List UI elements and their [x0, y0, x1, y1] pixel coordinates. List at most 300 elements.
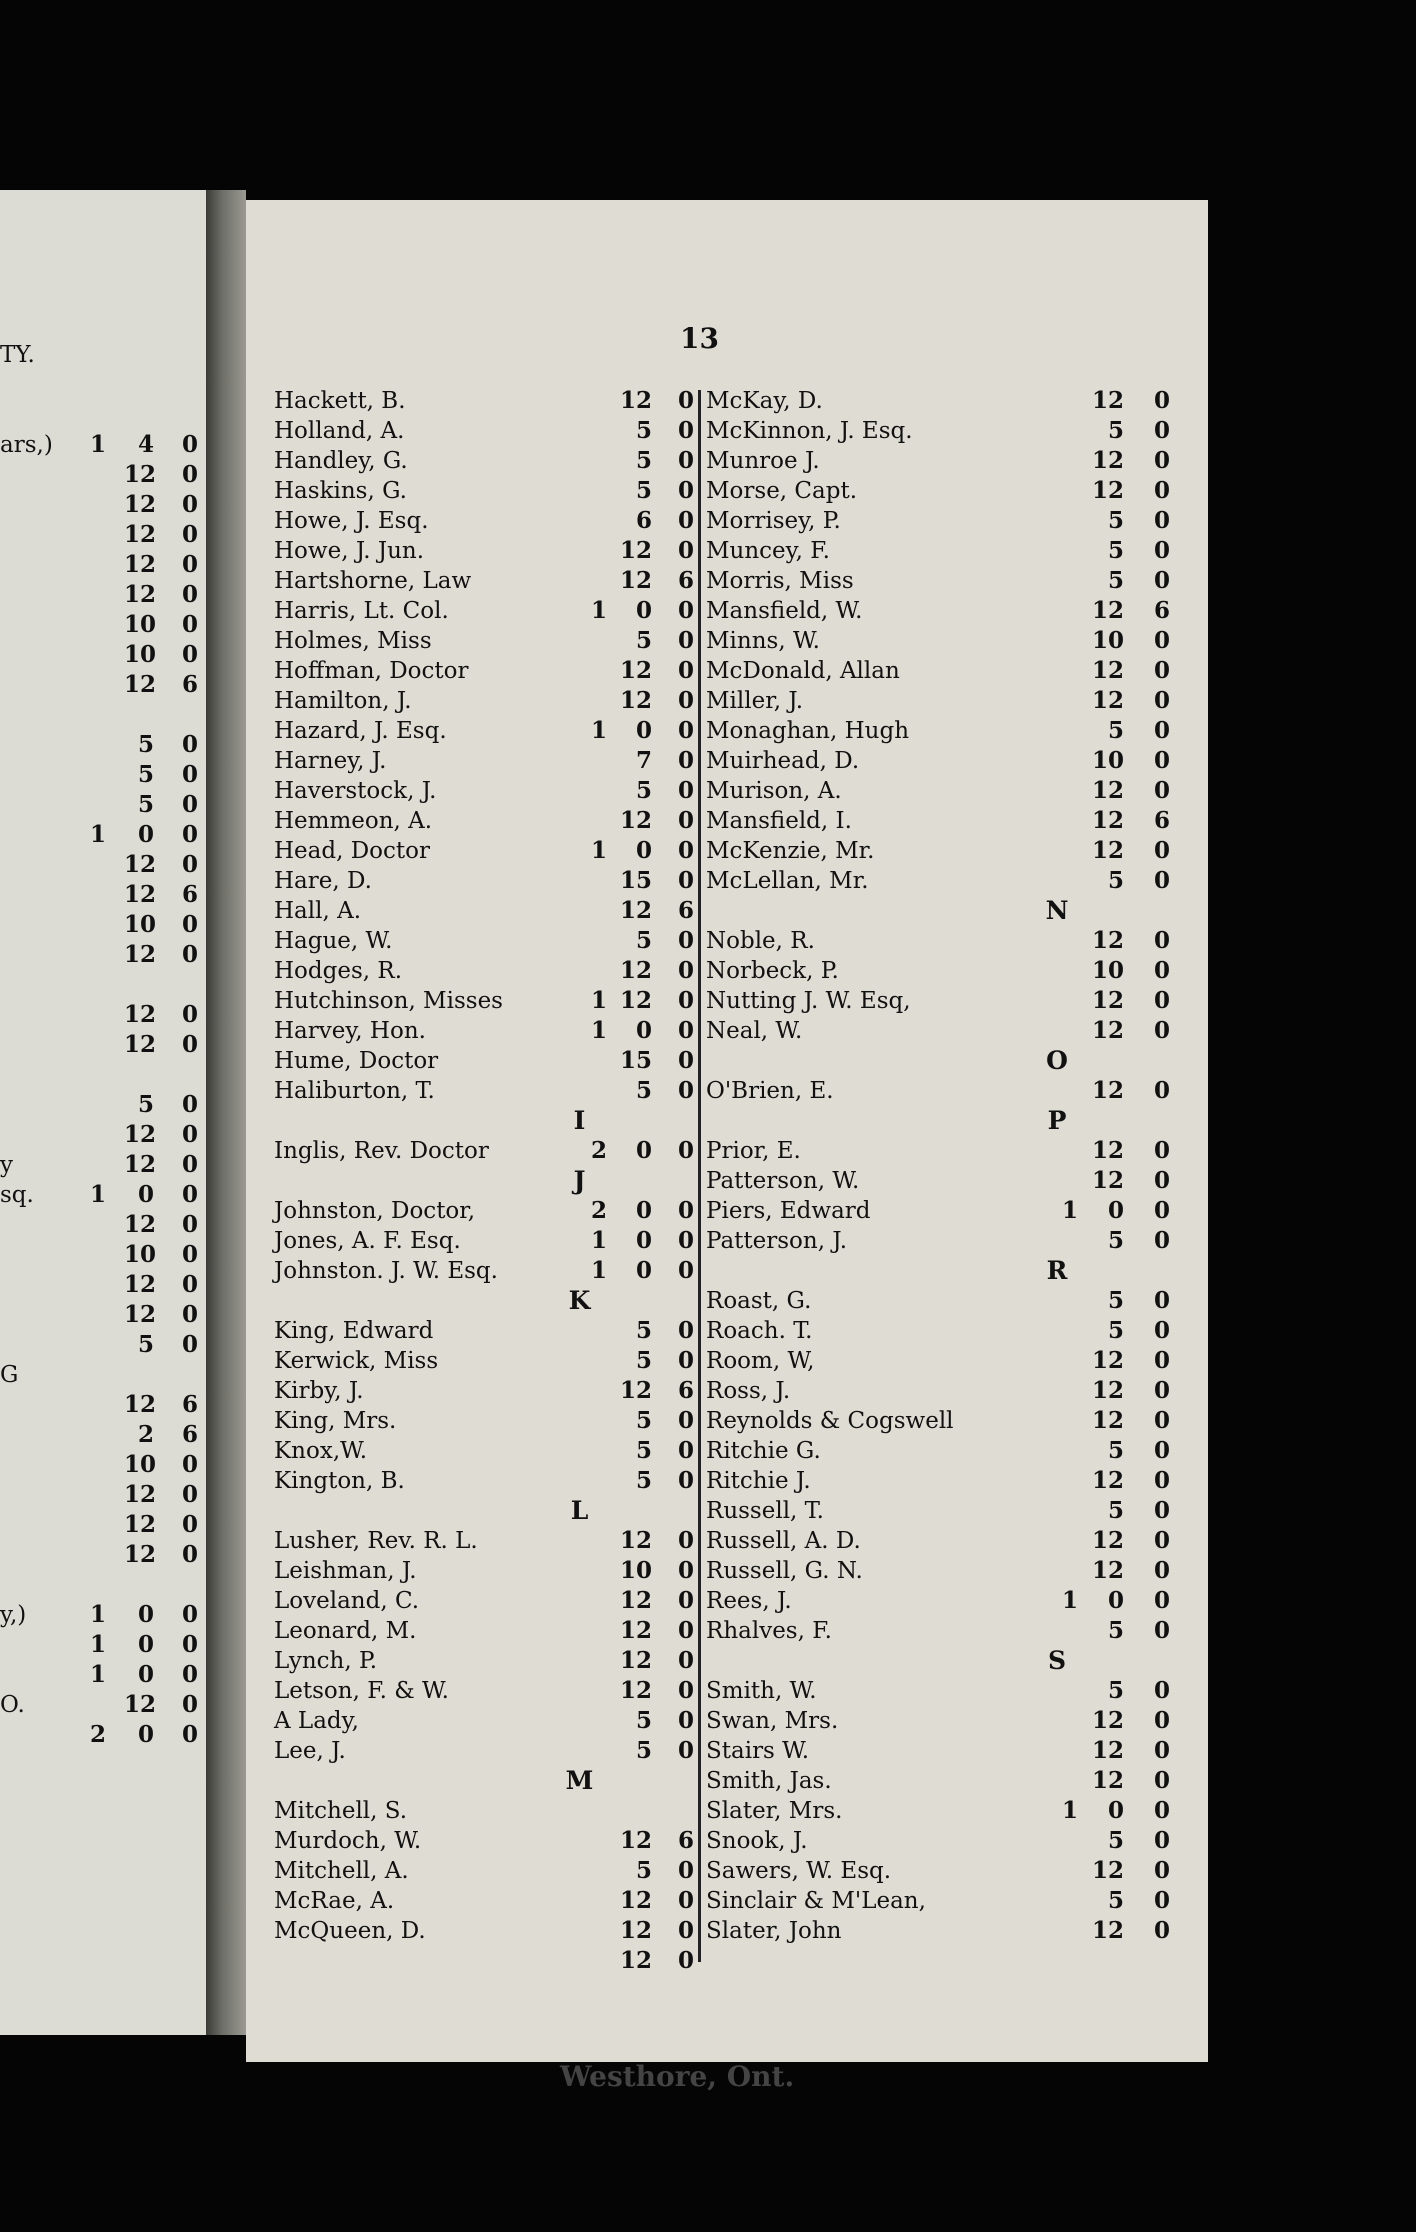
- subscriber-name: Leishman, J.: [274, 1558, 417, 1584]
- amount-pence: 0: [677, 417, 694, 444]
- subscriber-row: [702, 1346, 1172, 1376]
- previous-page-amount: 1: [89, 1661, 106, 1688]
- amount-pence: 0: [1153, 1017, 1170, 1044]
- amount-pounds: 2: [590, 1137, 607, 1164]
- section-letter: N: [1045, 896, 1069, 925]
- previous-page-amount: 12: [124, 1481, 157, 1508]
- amount-shillings: 12: [1091, 1017, 1124, 1044]
- previous-page-row: [0, 730, 206, 760]
- previous-page-row: [0, 1510, 206, 1540]
- amount-shillings: 12: [1091, 1407, 1124, 1434]
- amount-shillings: 5: [635, 1347, 652, 1374]
- amount-pence: 0: [677, 1857, 694, 1884]
- subscriber-name: Snook, J.: [706, 1828, 808, 1854]
- amount-pence: 0: [1153, 1407, 1170, 1434]
- subscriber-row: [246, 1556, 698, 1586]
- section-letter: O: [1046, 1046, 1068, 1075]
- amount-shillings: 12: [619, 1887, 652, 1914]
- subscriber-name: Kington, B.: [274, 1468, 405, 1494]
- subscriber-row: [246, 446, 698, 476]
- previous-page-amount: 10: [124, 641, 157, 668]
- amount-pence: 0: [1153, 1707, 1170, 1734]
- subscriber-name: Smith, W.: [706, 1678, 817, 1704]
- subscriber-name: Muirhead, D.: [706, 748, 860, 774]
- amount-shillings: 10: [1091, 957, 1124, 984]
- amount-pounds: 1: [590, 837, 607, 864]
- previous-page-amount: 5: [137, 1091, 154, 1118]
- subscriber-row: [246, 596, 698, 626]
- amount-shillings: 12: [1091, 477, 1124, 504]
- previous-page-amount: 6: [181, 1391, 198, 1418]
- previous-page-row: [0, 1690, 206, 1720]
- previous-page-amount: 12: [124, 521, 157, 548]
- previous-page-row: [0, 880, 206, 910]
- amount-pence: 0: [677, 1047, 694, 1074]
- previous-page-amount: 12: [124, 941, 157, 968]
- subscriber-name: Nutting J. W. Esq,: [706, 988, 911, 1014]
- amount-pence: 0: [1153, 957, 1170, 984]
- amount-shillings: 12: [619, 1677, 652, 1704]
- previous-page-row: [0, 1000, 206, 1030]
- subscriber-name: Hackett, B.: [274, 388, 406, 414]
- subscriber-name: Morse, Capt.: [706, 478, 858, 504]
- subscriber-name: Hoffman, Doctor: [274, 658, 469, 684]
- amount-shillings: 5: [635, 1737, 652, 1764]
- amount-shillings: 5: [635, 1437, 652, 1464]
- subscriber-row: [246, 1586, 698, 1616]
- amount-shillings: 5: [1107, 1887, 1124, 1914]
- subscriber-name: Kerwick, Miss: [274, 1348, 439, 1374]
- subscriber-row: [702, 596, 1172, 626]
- amount-pounds: 1: [590, 717, 607, 744]
- amount-pence: 0: [1153, 1797, 1170, 1824]
- amount-shillings: 12: [1091, 1917, 1124, 1944]
- amount-shillings: 5: [635, 1467, 652, 1494]
- subscriber-row: [246, 1736, 698, 1766]
- subscriber-name: Roast, G.: [706, 1288, 812, 1314]
- subscriber-row: [246, 1706, 698, 1736]
- previous-page-label: O.: [0, 1692, 25, 1718]
- subscriber-row: [702, 686, 1172, 716]
- previous-page-amount: 12: [124, 1121, 157, 1148]
- subscriber-name: Patterson, J.: [706, 1228, 848, 1254]
- previous-page-amount: 0: [181, 611, 198, 638]
- amount-shillings: 12: [619, 1947, 652, 1974]
- subscriber-row: [702, 1766, 1172, 1796]
- previous-page-row: [0, 700, 206, 730]
- previous-page-amount: 1: [89, 431, 106, 458]
- amount-shillings: 5: [1107, 1227, 1124, 1254]
- previous-page-row: [0, 190, 206, 220]
- amount-pence: 0: [677, 1557, 694, 1584]
- subscriber-name: Haliburton, T.: [274, 1078, 435, 1104]
- amount-shillings: 12: [1091, 657, 1124, 684]
- previous-page-amount: 0: [137, 1721, 154, 1748]
- amount-shillings: 0: [635, 1257, 652, 1284]
- previous-page-row: [0, 430, 206, 460]
- previous-page-row: [0, 760, 206, 790]
- amount-pence: 0: [1153, 777, 1170, 804]
- subscriber-name: Inglis, Rev. Doctor: [274, 1138, 489, 1164]
- subscriber-row: [246, 386, 698, 416]
- previous-page-amount: 12: [124, 1691, 157, 1718]
- previous-page-row: [0, 580, 206, 610]
- previous-page-amount: 0: [181, 1631, 198, 1658]
- amount-shillings: 5: [635, 447, 652, 474]
- subscriber-row: [246, 536, 698, 566]
- amount-pence: 0: [1153, 1917, 1170, 1944]
- subscriber-row: [702, 1466, 1172, 1496]
- amount-pence: 0: [1153, 1227, 1170, 1254]
- amount-shillings: 12: [1091, 837, 1124, 864]
- amount-pence: 0: [1153, 1137, 1170, 1164]
- previous-page-amount: 12: [124, 1031, 157, 1058]
- subscriber-row: [246, 1406, 698, 1436]
- amount-shillings: 12: [619, 1377, 652, 1404]
- subscriber-name: Patterson, W.: [706, 1168, 860, 1194]
- subscriber-row: [246, 866, 698, 896]
- previous-page-row: [0, 460, 206, 490]
- section-letter: K: [568, 1286, 591, 1315]
- amount-pence: 0: [677, 1677, 694, 1704]
- subscriber-row: [702, 986, 1172, 1016]
- amount-pence: 0: [1153, 657, 1170, 684]
- amount-pence: 0: [677, 1467, 694, 1494]
- subscriber-row: [702, 776, 1172, 806]
- previous-page-amount: 12: [124, 1301, 157, 1328]
- subscriber-name: Knox,W.: [274, 1438, 368, 1464]
- previous-page-row: [0, 370, 206, 400]
- amount-shillings: 12: [1091, 597, 1124, 624]
- previous-page-row: [0, 1450, 206, 1480]
- amount-pence: 0: [677, 1737, 694, 1764]
- amount-shillings: 5: [635, 777, 652, 804]
- amount-shillings: 5: [1107, 1287, 1124, 1314]
- amount-pence: 0: [677, 507, 694, 534]
- amount-pence: 0: [677, 687, 694, 714]
- subscriber-row: [246, 1136, 698, 1166]
- subscriber-name: King, Mrs.: [274, 1408, 397, 1434]
- amount-pounds: 1: [590, 1227, 607, 1254]
- subscriber-name: Noble, R.: [706, 928, 815, 954]
- subscriber-row: [246, 746, 698, 776]
- section-letter: S: [1047, 1646, 1067, 1675]
- amount-shillings: 12: [619, 537, 652, 564]
- previous-page-amount: 4: [137, 431, 154, 458]
- subscriber-name: Sawers, W. Esq.: [706, 1858, 892, 1884]
- previous-page-amount: 0: [181, 1151, 198, 1178]
- amount-pence: 0: [677, 1527, 694, 1554]
- previous-page-amount: 0: [181, 491, 198, 518]
- previous-page-label: y: [0, 1152, 13, 1178]
- previous-page-row: [0, 970, 206, 1000]
- previous-page-row: [0, 1030, 206, 1060]
- amount-pence: 0: [1153, 837, 1170, 864]
- previous-page-amount: 0: [181, 1331, 198, 1358]
- previous-page-amount: 0: [181, 1601, 198, 1628]
- subscriber-row: [246, 836, 698, 866]
- amount-pence: 0: [677, 1707, 694, 1734]
- subscriber-row: [246, 1526, 698, 1556]
- amount-shillings: 12: [1091, 1557, 1124, 1584]
- subscriber-name: Head, Doctor: [274, 838, 430, 864]
- amount-shillings: 5: [635, 927, 652, 954]
- subscriber-row: [246, 926, 698, 956]
- amount-pence: 0: [1153, 1677, 1170, 1704]
- subscriber-name: Handley, G.: [274, 448, 408, 474]
- subscriber-row: [702, 386, 1172, 416]
- previous-page-row: [0, 400, 206, 430]
- subscriber-name: Stairs W.: [706, 1738, 810, 1764]
- amount-shillings: 12: [619, 957, 652, 984]
- previous-page-amount: 6: [181, 881, 198, 908]
- subscriber-name: Hume, Doctor: [274, 1048, 439, 1074]
- amount-shillings: 12: [1091, 1347, 1124, 1374]
- subscriber-row: [246, 806, 698, 836]
- previous-page-amount: 0: [137, 1661, 154, 1688]
- amount-shillings: 12: [619, 657, 652, 684]
- subscriber-name: Howe, J. Esq.: [274, 508, 429, 534]
- previous-page-amount: 0: [181, 941, 198, 968]
- amount-pence: 0: [1153, 927, 1170, 954]
- previous-page-amount: 10: [124, 1451, 157, 1478]
- previous-page-amount: 0: [181, 521, 198, 548]
- subscriber-row: [246, 1016, 698, 1046]
- amount-pence: 0: [1153, 447, 1170, 474]
- amount-shillings: 5: [1107, 567, 1124, 594]
- underlying-page-text: Westhore, Ont.: [560, 2060, 795, 2093]
- subscriber-row: [702, 1016, 1172, 1046]
- subscriber-row: [702, 626, 1172, 656]
- previous-page-amount: 0: [181, 461, 198, 488]
- column-divider: [698, 390, 701, 1962]
- amount-shillings: 12: [619, 1827, 652, 1854]
- previous-page-row: [0, 1600, 206, 1630]
- amount-pence: 0: [1153, 1377, 1170, 1404]
- previous-page-amount: 12: [124, 1001, 157, 1028]
- previous-page-row: [0, 1660, 206, 1690]
- subscriber-name: Hutchinson, Misses: [274, 988, 503, 1014]
- previous-page-amount: 12: [124, 581, 157, 608]
- amount-shillings: 12: [1091, 1167, 1124, 1194]
- subscriber-row: [246, 1646, 698, 1676]
- amount-pence: 0: [677, 597, 694, 624]
- previous-page-row: [0, 790, 206, 820]
- previous-page-amount: 12: [124, 1541, 157, 1568]
- previous-page-amount: 12: [124, 1151, 157, 1178]
- subscriber-name: Mitchell, S.: [274, 1798, 408, 1824]
- subscriber-name: Jones, A. F. Esq.: [274, 1228, 461, 1254]
- subscriber-name: McDonald, Allan: [706, 658, 900, 684]
- amount-pence: 0: [677, 777, 694, 804]
- amount-shillings: 12: [619, 1917, 652, 1944]
- amount-pence: 0: [677, 1257, 694, 1284]
- amount-pence: 0: [677, 447, 694, 474]
- subscriber-name: Mansfield, I.: [706, 808, 852, 834]
- amount-pence: 0: [677, 1197, 694, 1224]
- subscriber-row: [246, 1676, 698, 1706]
- previous-page-amount: 0: [137, 1631, 154, 1658]
- previous-page-row: [0, 1150, 206, 1180]
- subscriber-name: McLellan, Mr.: [706, 868, 869, 894]
- amount-pence: 0: [1153, 477, 1170, 504]
- subscriber-name: Room, W,: [706, 1348, 815, 1374]
- amount-shillings: 12: [1091, 1467, 1124, 1494]
- subscriber-name: Johnston, Doctor,: [274, 1198, 476, 1224]
- previous-page-amount: 5: [137, 791, 154, 818]
- subscriber-name: Holland, A.: [274, 418, 405, 444]
- subscriber-name: Russell, A. D.: [706, 1528, 861, 1554]
- subscriber-name: Prior, E.: [706, 1138, 801, 1164]
- previous-page-row: [0, 610, 206, 640]
- subscriber-row: [246, 1256, 698, 1286]
- subscriber-name: Ritchie G.: [706, 1438, 821, 1464]
- subscriber-row: [702, 1736, 1172, 1766]
- amount-pounds: 2: [590, 1197, 607, 1224]
- subscriber-row: [702, 416, 1172, 446]
- previous-page-row: [0, 1330, 206, 1360]
- amount-pence: 0: [677, 1587, 694, 1614]
- amount-pence: 0: [677, 867, 694, 894]
- subscriber-row: [246, 1196, 698, 1226]
- previous-page-amount: 12: [124, 1391, 157, 1418]
- amount-shillings: 12: [1091, 807, 1124, 834]
- amount-shillings: 5: [635, 1407, 652, 1434]
- amount-pence: 0: [677, 1887, 694, 1914]
- amount-shillings: 12: [1091, 1707, 1124, 1734]
- subscriber-name: Minns, W.: [706, 628, 820, 654]
- subscriber-name: McKenzie, Mr.: [706, 838, 875, 864]
- previous-page-amount: 0: [181, 821, 198, 848]
- amount-pence: 0: [677, 717, 694, 744]
- amount-pence: 0: [1153, 987, 1170, 1014]
- subscriber-row: [246, 656, 698, 686]
- amount-shillings: 12: [619, 1617, 652, 1644]
- previous-page-row: [0, 340, 206, 370]
- subscriber-name: Haskins, G.: [274, 478, 407, 504]
- amount-shillings: 12: [1091, 387, 1124, 414]
- previous-page-label: y,): [0, 1602, 27, 1628]
- subscriber-row: [246, 1616, 698, 1646]
- amount-pence: 0: [677, 1917, 694, 1944]
- subscriber-name: Ritchie J.: [706, 1468, 811, 1494]
- previous-page-row: [0, 280, 206, 310]
- subscriber-row: [702, 1436, 1172, 1466]
- amount-pounds: 1: [590, 1017, 607, 1044]
- amount-shillings: 5: [635, 1707, 652, 1734]
- previous-page-row: [0, 490, 206, 520]
- previous-page-amount: 2: [89, 1721, 106, 1748]
- amount-shillings: 5: [1107, 537, 1124, 564]
- page-number: 13: [680, 322, 719, 355]
- subscriber-row: [246, 416, 698, 446]
- amount-pence: 0: [677, 987, 694, 1014]
- previous-page-amount: 0: [181, 761, 198, 788]
- amount-shillings: 10: [1091, 747, 1124, 774]
- amount-shillings: 12: [619, 897, 652, 924]
- subscriber-row: [702, 476, 1172, 506]
- subscriber-name: Hamilton, J.: [274, 688, 412, 714]
- amount-pence: 0: [1153, 627, 1170, 654]
- subscriber-name: Piers, Edward: [706, 1198, 871, 1224]
- subscriber-name: Slater, John: [706, 1918, 842, 1944]
- amount-shillings: 5: [1107, 507, 1124, 534]
- previous-page-amount: 12: [124, 671, 157, 698]
- subscriber-name: Neal, W.: [706, 1018, 803, 1044]
- amount-pence: 0: [1153, 1887, 1170, 1914]
- amount-pence: 0: [1153, 717, 1170, 744]
- subscriber-row: [702, 1136, 1172, 1166]
- subscriber-row: [246, 1946, 698, 1976]
- subscriber-row: [702, 1706, 1172, 1736]
- subscriber-row: [246, 1316, 698, 1346]
- subscriber-name: Leonard, M.: [274, 1618, 417, 1644]
- subscriber-row: [246, 626, 698, 656]
- previous-page-row: [0, 1570, 206, 1600]
- subscriber-row: [702, 836, 1172, 866]
- subscriber-row: [702, 1526, 1172, 1556]
- subscriber-row: [702, 1796, 1172, 1826]
- previous-page-amount: 12: [124, 1271, 157, 1298]
- subscriber-name: Lusher, Rev. R. L.: [274, 1528, 478, 1554]
- previous-page-row: [0, 1180, 206, 1210]
- book-gutter: [206, 190, 246, 2035]
- amount-shillings: 5: [635, 1317, 652, 1344]
- amount-pence: 0: [1153, 417, 1170, 444]
- subscriber-row: [702, 1286, 1172, 1316]
- amount-pounds: 1: [590, 597, 607, 624]
- amount-pence: 0: [1153, 1467, 1170, 1494]
- previous-page-row: [0, 910, 206, 940]
- amount-shillings: 12: [619, 1527, 652, 1554]
- subscriber-row: [246, 896, 698, 926]
- previous-page-amount: 0: [181, 1301, 198, 1328]
- subscriber-name: King, Edward: [274, 1318, 434, 1344]
- amount-pence: 0: [1153, 1497, 1170, 1524]
- subscriber-name: Kirby, J.: [274, 1378, 364, 1404]
- amount-shillings: 12: [1091, 1857, 1124, 1884]
- previous-page-row: [0, 670, 206, 700]
- subscriber-name: Letson, F. & W.: [274, 1678, 449, 1704]
- subscriber-row: [702, 656, 1172, 686]
- subscriber-name: Russell, G. N.: [706, 1558, 863, 1584]
- amount-shillings: 5: [1107, 1497, 1124, 1524]
- previous-page-label: sq.: [0, 1182, 34, 1208]
- previous-page-amount: 0: [137, 1601, 154, 1628]
- previous-page-amount: 12: [124, 491, 157, 518]
- subscriber-row: [702, 1376, 1172, 1406]
- subscriber-name: Ross, J.: [706, 1378, 791, 1404]
- amount-pence: 0: [677, 1407, 694, 1434]
- amount-shillings: 0: [1107, 1197, 1124, 1224]
- section-letter: L: [570, 1496, 589, 1525]
- previous-page-amount: 0: [181, 1181, 198, 1208]
- subscriber-name: Smith, Jas.: [706, 1768, 832, 1794]
- subscriber-row: [246, 566, 698, 596]
- previous-page-amount: 0: [181, 1691, 198, 1718]
- amount-pence: 6: [677, 1827, 694, 1854]
- previous-page-amount: 5: [137, 761, 154, 788]
- previous-page-amount: 0: [137, 1181, 154, 1208]
- subscriber-row: [246, 1796, 698, 1826]
- subscriber-row: [702, 866, 1172, 896]
- amount-shillings: 12: [1091, 927, 1124, 954]
- amount-pence: 0: [677, 1077, 694, 1104]
- previous-page-amount: 5: [137, 1331, 154, 1358]
- subscriber-name: Lee, J.: [274, 1738, 346, 1764]
- amount-shillings: 5: [635, 1857, 652, 1884]
- amount-pence: 0: [1153, 1077, 1170, 1104]
